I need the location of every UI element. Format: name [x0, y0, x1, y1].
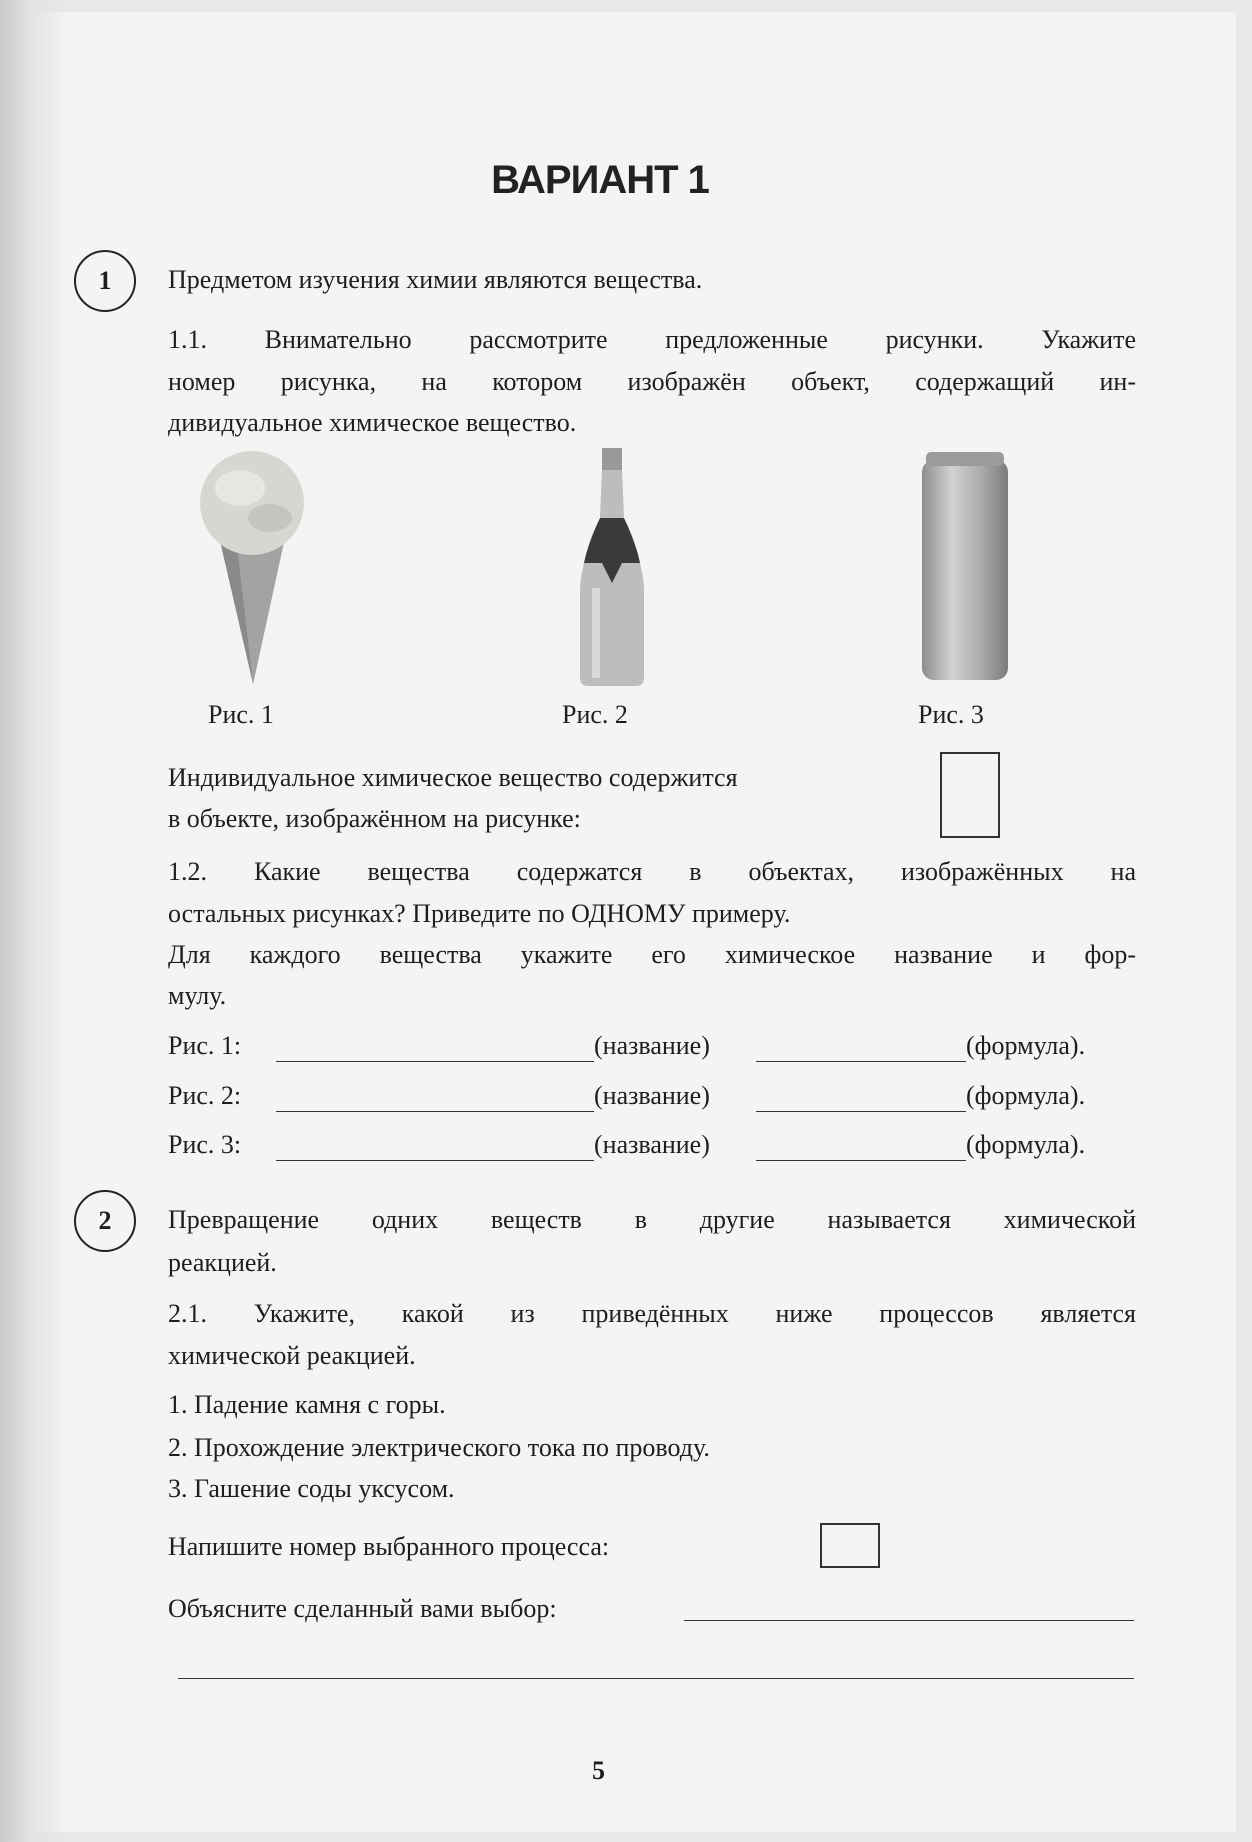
ice-cream-cone-icon: [195, 448, 310, 688]
page-gutter-shadow: [0, 0, 70, 1842]
fill-row-label: Рис. 1:: [168, 1031, 242, 1060]
formula-label: (формула).: [966, 1031, 1086, 1060]
q12-line: остальных рисунках? Приведите по ОДНОМУ примеру.: [168, 899, 791, 928]
fill-row-label: Рис. 3:: [168, 1130, 242, 1159]
name-answer-field[interactable]: [276, 1037, 594, 1062]
formula-label: (формула).: [966, 1130, 1086, 1159]
formula-answer-field[interactable]: [756, 1037, 966, 1062]
q12-line: мулу.: [168, 981, 227, 1010]
q12-line: 1.2. Какие вещества содержатся в объектах, изображённых на: [168, 857, 1136, 886]
task1-intro: Предметом изучения химии являются вещества.: [168, 265, 703, 294]
process-answer-prompt: Напишите номер выбранного процесса:: [168, 1532, 610, 1561]
fill-row-label: Рис. 2:: [168, 1081, 242, 1110]
fill-row-3: [168, 1129, 1136, 1161]
name-label: (название): [594, 1081, 710, 1110]
explain-prompt: Объясните сделанный вами выбор:: [168, 1594, 557, 1623]
answer-prompt-line: Индивидуальное химическое вещество содержится: [168, 763, 738, 792]
aluminium-can-icon: [918, 450, 1012, 686]
name-label: (название): [594, 1031, 710, 1060]
process-number-answer-box[interactable]: [820, 1523, 880, 1568]
q11-line: 1.1. Внимательно рассмотрите предложенные рисунки. Укажите: [168, 325, 1136, 354]
name-answer-field[interactable]: [276, 1087, 594, 1112]
variant-title: ВАРИАНТ 1: [491, 158, 709, 202]
formula-answer-field[interactable]: [756, 1136, 966, 1161]
name-label: (название): [594, 1130, 710, 1159]
q11-line: номер рисунка, на котором изображён объект, содержащий ин-: [168, 367, 1136, 396]
q21-line: 2.1. Укажите, какой из приведённых ниже процессов является: [168, 1299, 1136, 1328]
q11-line: дивидуальное химическое вещество.: [168, 408, 577, 437]
option-3: 3. Гашение соды уксусом.: [168, 1474, 455, 1503]
task-number-2: 2: [74, 1190, 136, 1252]
q21-line: химической реакцией.: [168, 1341, 416, 1370]
figure-caption-2: Рис. 2: [562, 700, 628, 729]
task-number-1: 1: [74, 250, 136, 312]
task2-intro-line: реакцией.: [168, 1248, 277, 1277]
figure-number-answer-box[interactable]: [940, 752, 1000, 838]
figure-caption-3: Рис. 3: [918, 700, 984, 729]
glass-bottle-icon: [572, 448, 652, 688]
fill-row-2: [168, 1080, 1136, 1112]
name-answer-field[interactable]: [276, 1136, 594, 1161]
explain-answer-line[interactable]: [178, 1678, 1134, 1679]
answer-prompt-line: в объекте, изображённом на рисунке:: [168, 804, 581, 833]
option-1: 1. Падение камня с горы.: [168, 1390, 446, 1419]
figure-caption-1: Рис. 1: [208, 700, 274, 729]
formula-label: (формула).: [966, 1081, 1086, 1110]
fill-row-1: [168, 1030, 1136, 1062]
page-number: 5: [592, 1756, 605, 1785]
task2-intro-line: Превращение одних веществ в другие называется химической: [168, 1205, 1136, 1234]
q12-line: Для каждого вещества укажите его химическое название и фор-: [168, 940, 1136, 969]
option-2: 2. Прохождение электрического тока по проводу.: [168, 1433, 710, 1462]
explain-answer-line[interactable]: [684, 1620, 1134, 1621]
formula-answer-field[interactable]: [756, 1087, 966, 1112]
